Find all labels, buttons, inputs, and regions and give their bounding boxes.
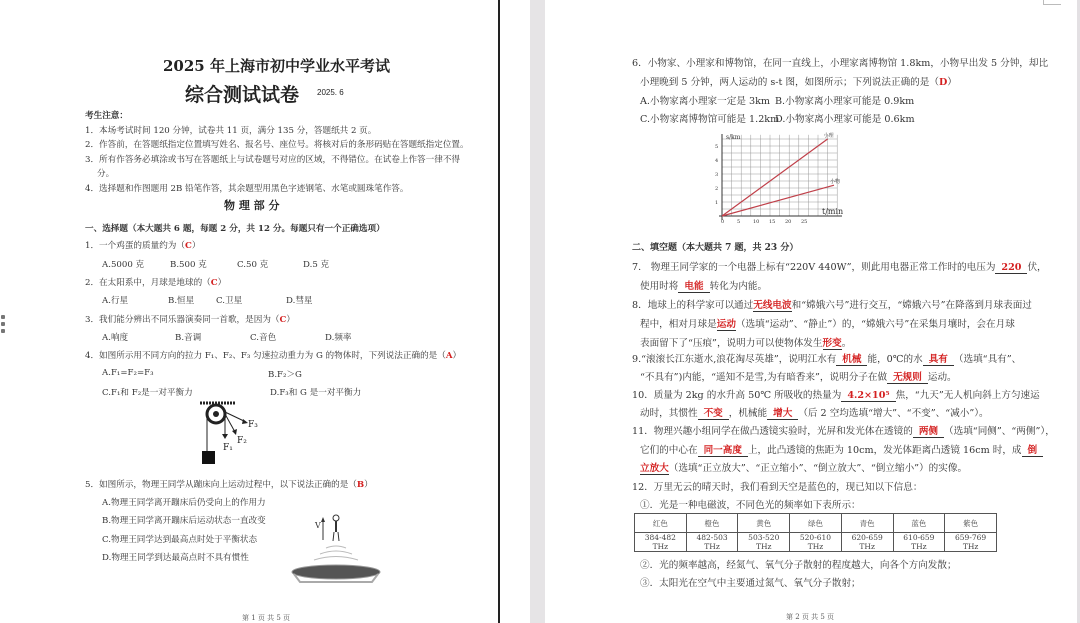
exam-subtitle: 综合测试试卷 [185,84,300,106]
option: D.频率 [325,333,352,343]
text-segment: 4．如图所示用不同方向的拉力 F₁、F₂、F₃ 匀速拉动重力为 G 的物体时，下列说法正确的是（ [85,351,446,361]
option: D.5 克 [303,260,330,270]
option: C.小物家离博物馆可能是 1.2km [640,114,780,125]
text-segment: 3．我们能分辨出不同乐器演奏同一首歌，是因为（ [85,315,280,325]
notice-item: 3．所有作答务必填涂或书写在答题纸上与试卷题号对应的区域，不得错位。在试卷上作答一律不得 [85,155,461,165]
option: D.物理王同学到达最高点时不具有惯性 [102,553,249,563]
question-6-line [640,74,957,88]
force-label: F₃ [248,420,258,430]
st-graph [700,128,850,228]
text-segment: ） [947,77,957,88]
table-cell: 610-659 THz [893,533,945,552]
table-row [635,533,997,552]
y-tick-label: 3 [715,172,719,178]
x-tick-label: 25 [801,219,808,225]
question-9-line [640,369,957,383]
series-line [722,185,834,216]
force-label: F₁ [223,443,233,453]
text-segment: （选填“运动”、“静止”）的，“嫦娥六号”在采集月壤时，会在月球 [735,319,1015,330]
y-tick-label: 4 [715,158,719,164]
text-segment: 转化为内能。 [709,281,768,292]
info-item: ③．太阳光在空气中主要通过氮气、氧气分子散射； [640,578,861,589]
question-2 [85,276,226,288]
text-segment: 程中，相对月球是 [640,319,717,330]
x-tick-label: 5 [737,219,741,225]
trampoline-figure [290,508,385,586]
text-segment: 11．物理兴趣小组同学在做凸透镜实验时，光屏和发光体在透镜的 [632,426,913,437]
option: A.物理王同学离开蹦床后仍受向上的作用力 [102,498,266,508]
answer: 无线电波 [753,300,792,311]
answer: 4.2×10⁵ [841,390,895,402]
text-segment: 它们的中心在 [640,445,698,456]
table-cell: 384-482 THz [635,533,687,552]
question-3 [85,313,295,325]
x-tick-label: 0 [721,219,725,225]
y-axis-label: s/km [726,134,741,141]
answer: 立放大 [640,463,669,474]
text-segment: ，机械能 [728,408,768,419]
text-segment: ） [364,480,373,490]
text-segment: （选填“正立放大”、“正立缩小”、“倒立放大”、“倒立缩小”）的实像。 [668,463,968,474]
text-segment: 使用时将 [640,281,679,292]
text-segment: 动时，其惯性 [640,408,698,419]
answer: C [279,315,287,325]
table-header: 黄色 [738,514,790,533]
answer: 具有 [923,354,954,366]
question-8 [632,297,1032,311]
notice-item: 分。 [97,169,115,179]
table-header-row [635,514,997,533]
option: B.物理王同学离开蹦床后运动状态一直改变 [102,516,266,526]
table-header: 绿色 [790,514,842,533]
text-segment: 运动。 [927,372,957,383]
answer: C [185,241,192,251]
answer: D [938,77,948,88]
answer: C [210,278,218,288]
text-segment: 小理晚到 5 分钟，两人运动的 s-t 图，如图所示；下列说法正确的是（ [640,77,939,88]
text-segment: 。 [841,338,852,349]
page-corner-mark [1043,0,1061,5]
force-label: F₂ [237,436,247,446]
text-segment: 5．如图所示，物理王同学从蹦床向上运动过程中，以下说法正确的是（ [85,480,357,490]
table-header: 蓝色 [893,514,945,533]
notice-heading: 考生注意： [85,111,128,121]
option: D.F₃和 G 是一对平衡力 [270,388,362,398]
question-9 [632,351,1021,365]
table-header: 青色 [841,514,893,533]
text-segment: 伏， [1027,262,1047,273]
option: A.行星 [102,296,129,306]
question-7-line [640,278,767,292]
series-label: 小物 [830,179,841,186]
option: A.响度 [102,333,129,343]
text-segment: ） [452,351,462,361]
option: C.音色 [250,333,277,343]
question-11 [632,423,1055,437]
question-7 [632,259,1047,273]
question-10 [632,387,1040,401]
x-axis-label: t/min [822,207,844,216]
text-segment: （选填“同侧”、“两侧”）， [944,426,1055,437]
table-header: 红色 [635,514,687,533]
text-segment: ） [217,278,227,288]
notice-item: 1．本场考试时间 120 分钟，试卷共 11 页，满分 135 分，答题纸共 2 页。 [85,126,377,136]
question-12: 12．万里无云的晴天时，我们看到天空是蓝色的，现已知以下信息： [632,482,923,493]
question-4 [85,349,461,361]
answer: B [356,480,365,490]
option: C.50 克 [237,260,269,270]
text-segment: ） [191,241,201,251]
y-tick-label: 2 [715,186,719,192]
x-tick-label: 10 [753,219,760,225]
text-segment: 6．小物家、小理家和博物馆，在同一直线上，小理家离博物馆 1.8km，小物早出发 5 分钟，却比 [632,58,1049,69]
drag-handle-icon[interactable] [1,315,5,319]
text-segment: 2．在太阳系中，月球是地球的（ [85,278,211,288]
info-item: ②．光的频率越高，经氮气、氧气分子散射的程度越大，向各个方向发散； [640,560,957,571]
option: A.小物家离小理家一定是 3km [640,96,770,107]
option: A.F₁=F₂=F₃ [102,368,154,378]
text-segment: ） [286,315,295,325]
answer: 形变 [822,338,842,349]
question-5 [85,478,373,490]
option: B.恒星 [168,296,195,306]
question-10-line [640,405,989,419]
info-item: ①．光是一种电磁波，不同色光的频率如下表所示： [640,500,861,511]
question-8-line [640,335,851,349]
text-segment: （选填“具有”、 [953,354,1022,365]
question-8-line [640,316,1015,330]
text-segment: 9.“滚滚长江东逝水,浪花淘尽英雄”，说明江水有 [632,354,837,365]
answer: 电能 [678,281,709,293]
answer: 不变 [698,408,729,420]
page-gutter [530,0,545,623]
section-title: 物 理 部 分 [224,199,280,212]
frequency-table [634,513,997,552]
page-footer: 第 1 页 共 5 页 [242,614,291,622]
page-divider [498,0,500,623]
exam-title: 2025 年上海市初中学业水平考试 [163,57,390,75]
text-segment: 焦，“九天”无人机向斜上方匀速运 [895,390,1040,401]
text-segment: “不具有”)内能，“遥知不是雪,为有暗香来”，说明分子在做 [640,372,888,383]
series-label: 小理 [823,133,834,139]
text-segment: 上，此凸透镜的焦距为 10cm，发光体距离凸透镜 16cm 时，成 [747,445,1022,456]
text-segment: 表面留下了“压痕”，说明力可以使物体发生 [640,338,823,349]
drag-handle-icon[interactable] [1,329,5,333]
table-cell: 620-659 THz [841,533,893,552]
question-11-line [640,460,967,474]
drag-handle-icon[interactable] [1,322,5,326]
option: B.F₂＞G [268,370,302,380]
notice-item: 4．选择题和作图题用 2B 铅笔作答，其余题型用黑色字迹钢笔、水笔或圆珠笔作答。 [85,184,409,194]
x-tick-label: 15 [769,219,776,225]
answer: 无规则 [887,372,928,384]
answer: 同一高度 [698,445,748,457]
question-11-line [640,442,1043,456]
text-segment: 和“嫦娥六号”进行交互，“嫦娥六号”在降落到月球表面过 [791,300,1032,311]
answer: 运动 [716,319,736,330]
y-tick-label: 1 [715,200,719,206]
y-tick-label: 5 [715,144,719,150]
option: D.小物家离小理家可能是 0.6km [775,114,915,125]
question-6 [632,55,1048,69]
text-segment: （后 2 空均选填“增大”、“不变”、“减小”）。 [798,408,989,419]
option: B.500 克 [170,260,207,270]
table-cell: 520-610 THz [790,533,842,552]
question-1 [85,239,200,251]
option: D.彗星 [286,296,313,306]
answer: A [445,351,453,361]
x-tick-label: 20 [785,219,792,225]
exam-date: 2025. 6 [317,88,344,97]
table-cell: 482-503 THz [686,533,738,552]
text-segment: 7. 物理王同学家的一个电器上标有“220V 440W”，则此用电器正常工作时的电压为 [632,262,996,273]
answer: 机械 [836,354,867,366]
table-header: 橙色 [686,514,738,533]
table-cell: 659-769 THz [945,533,997,552]
velocity-label: V [315,521,321,530]
answer: 增大 [767,408,798,420]
table-header: 紫色 [945,514,997,533]
option: B.小物家离小理家可能是 0.9km [775,96,915,107]
series-line [722,139,828,216]
notice-item: 2．作答前，在答题纸指定位置填写姓名、报名号、座位号。将核对后的条形码贴在答题纸指定位置。 [85,140,469,150]
option: B.音调 [175,333,202,343]
section-heading: 二、填空题（本大题共 7 题，共 23 分） [632,243,799,253]
option: C.卫星 [216,296,243,306]
section-heading: 一、选择题（本大题共 6 题，每题 2 分，共 12 分。每题只有一个正确选项） [85,224,385,234]
pulley-figure [190,398,270,468]
answer: 220 [995,262,1027,274]
option: C.物理王同学达到最高点时处于平衡状态 [102,535,258,545]
text-segment: 能，0℃的水 [867,354,923,365]
table-cell: 503-520 THz [738,533,790,552]
page-footer: 第 2 页 共 5 页 [786,613,835,621]
text-segment: 1．一个鸡蛋的质量约为（ [85,241,185,251]
option: C.F₁和 F₂是一对平衡力 [102,388,193,398]
text-segment: 10．质量为 2kg 的水升高 50℃ 所吸收的热量为 [632,390,842,401]
option: A.5000 克 [102,260,145,270]
answer: 倒 [1022,445,1044,457]
text-segment: 8．地球上的科学家可以通过 [632,300,754,311]
answer: 两侧 [913,426,944,438]
